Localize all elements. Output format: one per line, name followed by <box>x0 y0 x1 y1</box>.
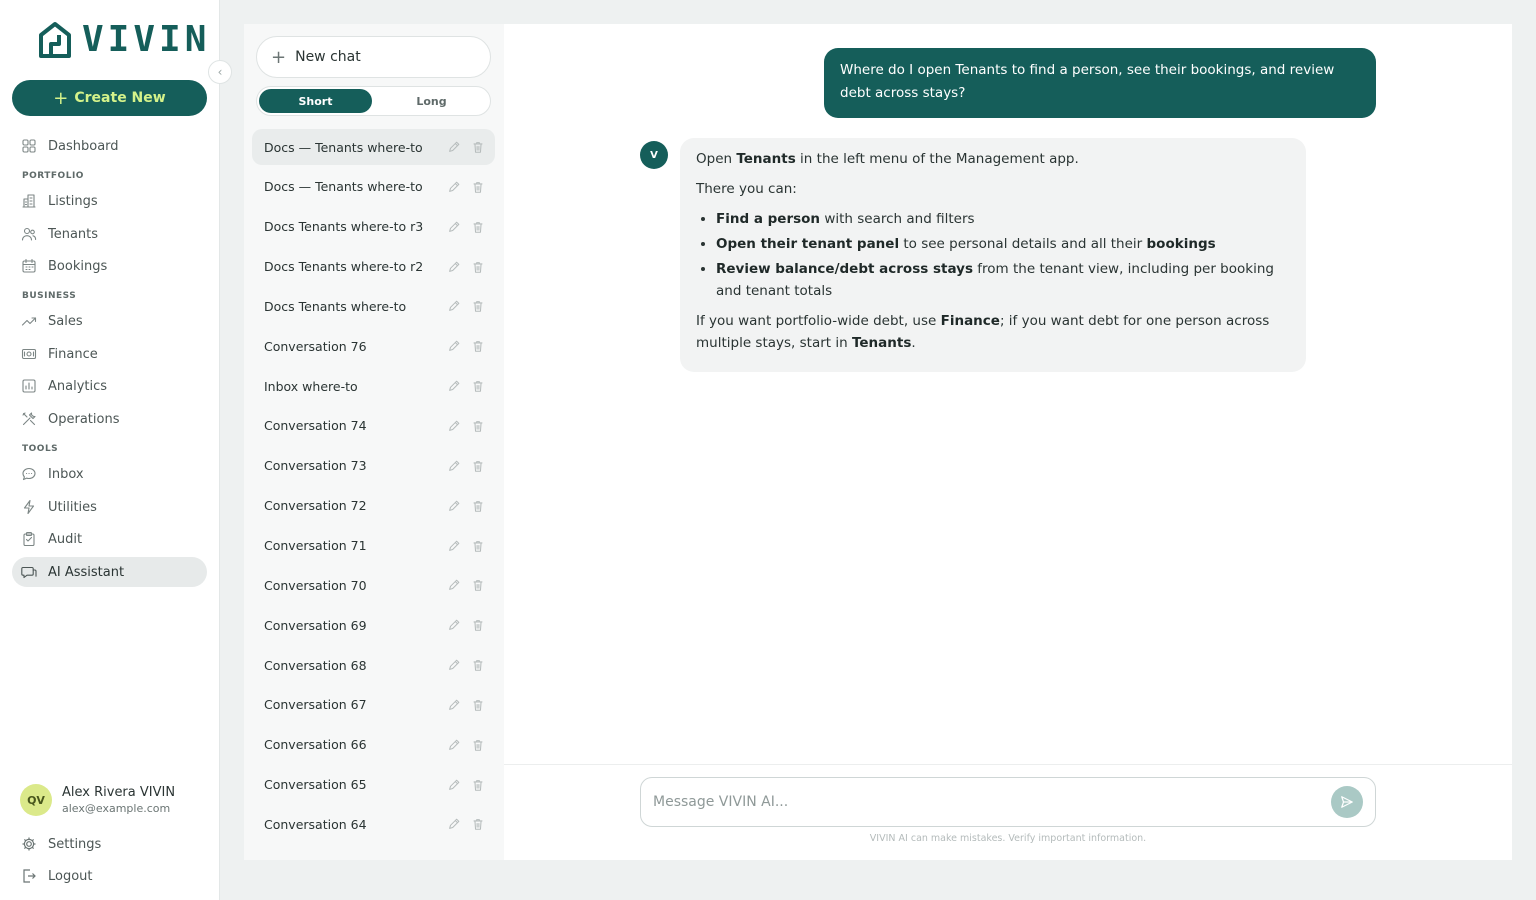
sidebar-item-label: Operations <box>48 411 120 427</box>
pencil-icon[interactable] <box>447 459 461 473</box>
conversation-title: Docs Tenants where-to <box>264 298 407 314</box>
pencil-icon[interactable] <box>447 379 461 393</box>
conversation-title: Docs Tenants where-to r2 <box>264 259 424 275</box>
sidebar-item-analytics[interactable] <box>12 371 207 401</box>
pencil-icon[interactable] <box>447 817 461 831</box>
conversation-title: Conversation 72 <box>264 498 367 514</box>
trash-icon[interactable] <box>471 140 485 154</box>
pencil-icon[interactable] <box>447 220 461 234</box>
logout-label: Logout <box>48 868 93 884</box>
trash-icon[interactable] <box>471 379 485 393</box>
tools-icon <box>21 411 37 427</box>
plus-icon: + <box>271 46 287 68</box>
trash-icon[interactable] <box>471 299 485 313</box>
assistant-bullet-list <box>716 208 1290 302</box>
nav-section-tools: TOOLS <box>22 444 59 454</box>
pencil-icon[interactable] <box>447 698 461 712</box>
new-chat-label: New chat <box>295 49 361 65</box>
sidebar <box>0 0 220 900</box>
conversation-title: Conversation 74 <box>264 418 367 434</box>
new-chat-button[interactable] <box>256 36 491 78</box>
avatar: QV <box>20 784 52 816</box>
conversation-title: Conversation 71 <box>264 538 367 553</box>
gear-icon <box>21 836 37 852</box>
conversation-title: Conversation 65 <box>264 777 367 793</box>
conversation-item[interactable] <box>252 647 495 683</box>
assistant-bullet: • Review balance/debt across stays from the tenant view, including per booking and tenant totals <box>716 258 1290 302</box>
message-input[interactable] <box>653 791 1313 813</box>
conversation-panel <box>244 24 504 860</box>
sidebar-item-tenants[interactable] <box>12 219 207 249</box>
trash-icon[interactable] <box>471 260 485 274</box>
toggle-long[interactable]: Long <box>416 94 447 108</box>
sidebar-item-label: Listings <box>48 193 98 209</box>
sidebar-item-label: Tenants <box>48 226 99 242</box>
disclaimer: VIVIN AI can make mistakes. Verify important information. <box>869 833 1147 844</box>
trash-icon[interactable] <box>471 778 485 792</box>
conversation-title: Docs — Tenants where-to <box>264 179 423 195</box>
chat-bubble-icon <box>21 466 37 482</box>
conversation-item[interactable] <box>252 368 495 404</box>
trash-icon[interactable] <box>471 738 485 752</box>
conversation-item[interactable] <box>252 328 495 364</box>
brand-logo[interactable] <box>36 20 210 60</box>
user-message: Where do I open Tenants to find a person, see their bookings, and review debt across stays? <box>824 48 1376 118</box>
conversation-title: Docs — Tenants where-to <box>264 139 423 155</box>
conversation-item[interactable] <box>252 528 495 564</box>
trash-icon[interactable] <box>471 419 485 433</box>
message-composer <box>640 777 1376 827</box>
conversation-item[interactable] <box>252 448 495 484</box>
sidebar-item-listings[interactable] <box>12 186 207 216</box>
user-name: Alex Rivera VIVIN <box>62 785 176 800</box>
conversation-item[interactable] <box>252 249 495 285</box>
chevron-left-icon: ‹ <box>217 65 223 79</box>
pencil-icon[interactable] <box>447 738 461 752</box>
conversation-item[interactable] <box>252 767 495 803</box>
conversation-title: Conversation 69 <box>264 617 367 633</box>
conversation-item[interactable] <box>252 488 495 524</box>
plus-icon: + <box>53 87 69 109</box>
assistant-bullet: • Open their tenant panel to see personal details and all their bookings <box>716 233 1290 255</box>
conversation-item[interactable] <box>252 806 495 842</box>
calendar-icon <box>21 258 37 274</box>
trend-up-icon <box>21 313 37 329</box>
trash-icon[interactable] <box>471 220 485 234</box>
conversation-title: Conversation 64 <box>264 816 367 832</box>
trash-icon[interactable] <box>471 658 485 672</box>
grid-icon <box>21 138 37 154</box>
brand-name: VIVIN <box>82 19 211 60</box>
trash-icon[interactable] <box>471 180 485 194</box>
collapse-sidebar-button[interactable] <box>208 60 232 84</box>
toggle-short[interactable]: Short <box>259 89 372 113</box>
conversation-title: Docs Tenants where-to r3 <box>264 219 424 235</box>
conversation-item[interactable] <box>252 408 495 444</box>
conversation-title: Conversation 73 <box>264 458 367 474</box>
pencil-icon[interactable] <box>447 578 461 592</box>
conversation-item[interactable] <box>252 288 495 324</box>
assistant-intro: Open Tenants in the left menu of the Management app. <box>696 151 1079 167</box>
sidebar-item-label: Audit <box>48 531 83 547</box>
assistant-message <box>680 138 1306 372</box>
pencil-icon[interactable] <box>447 140 461 154</box>
sidebar-item-label: Bookings <box>48 258 108 274</box>
conversation-item[interactable] <box>252 567 495 603</box>
pencil-icon[interactable] <box>447 618 461 632</box>
trash-icon[interactable] <box>471 459 485 473</box>
pencil-icon[interactable] <box>447 499 461 513</box>
pencil-icon[interactable] <box>447 539 461 553</box>
conversation-title: Conversation 66 <box>264 737 367 753</box>
pencil-icon[interactable] <box>447 658 461 672</box>
nav-section-business: BUSINESS <box>22 291 77 301</box>
trash-icon[interactable] <box>471 817 485 831</box>
assistant-lead: There you can: <box>696 181 797 197</box>
building-icon <box>21 193 37 209</box>
sidebar-item-ai-assistant[interactable] <box>12 557 207 587</box>
sidebar-item-utilities[interactable] <box>12 492 207 522</box>
conversation-title: Inbox where-to <box>264 378 358 394</box>
logout-link[interactable] <box>12 861 207 891</box>
chat-area <box>504 24 1512 860</box>
chat-bubbles-icon <box>21 564 37 580</box>
sidebar-item-finance[interactable] <box>12 339 207 369</box>
trash-icon[interactable] <box>471 499 485 513</box>
assistant-outro: If you want portfolio-wide debt, use Finance; if you want debt for one person across multiple stays, start in Tenants. <box>696 313 1270 351</box>
create-new-button[interactable] <box>12 80 207 116</box>
sidebar-item-label: Dashboard <box>48 138 119 154</box>
conversation-title: Conversation 70 <box>264 577 367 593</box>
trash-icon[interactable] <box>471 618 485 632</box>
conversation-item[interactable] <box>252 607 495 643</box>
lightning-icon <box>21 499 37 515</box>
users-icon <box>21 226 37 242</box>
nav-section-portfolio: PORTFOLIO <box>22 171 84 181</box>
pencil-icon[interactable] <box>447 260 461 274</box>
sidebar-item-inbox[interactable] <box>12 459 207 489</box>
settings-link[interactable] <box>12 829 207 859</box>
send-button[interactable] <box>1331 786 1363 818</box>
user-email: alex@example.com <box>62 802 171 815</box>
sidebar-item-label: Finance <box>48 346 98 362</box>
composer-divider <box>504 764 1512 765</box>
conversation-item[interactable] <box>252 209 495 245</box>
conversation-item[interactable] <box>252 687 495 723</box>
sidebar-item-operations[interactable] <box>12 404 207 434</box>
assistant-avatar: V <box>640 141 668 169</box>
clipboard-icon <box>21 531 37 547</box>
logout-icon <box>21 868 37 884</box>
banknote-icon <box>21 346 37 362</box>
send-icon <box>1340 795 1354 809</box>
conversation-title: Conversation 68 <box>264 657 367 673</box>
sidebar-item-dashboard[interactable] <box>12 131 207 161</box>
conversation-item[interactable] <box>252 169 495 205</box>
create-new-label: Create New <box>74 90 166 106</box>
trash-icon[interactable] <box>471 578 485 592</box>
settings-label: Settings <box>48 836 102 852</box>
sidebar-item-bookings[interactable] <box>12 251 207 281</box>
conversation-item[interactable] <box>252 129 495 165</box>
length-toggle <box>256 86 491 116</box>
trash-icon[interactable] <box>471 539 485 553</box>
pencil-icon[interactable] <box>447 180 461 194</box>
conversation-item[interactable] <box>252 727 495 763</box>
sidebar-item-label: Inbox <box>48 466 84 482</box>
sidebar-item-label: AI Assistant <box>48 564 125 580</box>
pencil-icon[interactable] <box>447 339 461 353</box>
sidebar-item-label: Analytics <box>48 378 108 394</box>
trash-icon[interactable] <box>471 339 485 353</box>
pencil-icon[interactable] <box>447 778 461 792</box>
user-profile[interactable] <box>20 784 175 816</box>
sidebar-item-label: Utilities <box>48 499 97 515</box>
pencil-icon[interactable] <box>447 419 461 433</box>
sidebar-item-sales[interactable] <box>12 306 207 336</box>
conversation-title: Conversation 67 <box>264 697 367 713</box>
conversation-title: Conversation 76 <box>264 338 367 354</box>
trash-icon[interactable] <box>471 698 485 712</box>
house-logo-icon <box>36 20 74 60</box>
sidebar-item-label: Sales <box>48 313 83 329</box>
assistant-bullet: • Find a person with search and filters <box>716 208 1290 230</box>
pencil-icon[interactable] <box>447 299 461 313</box>
sidebar-item-audit[interactable] <box>12 524 207 554</box>
bar-chart-icon <box>21 378 37 394</box>
